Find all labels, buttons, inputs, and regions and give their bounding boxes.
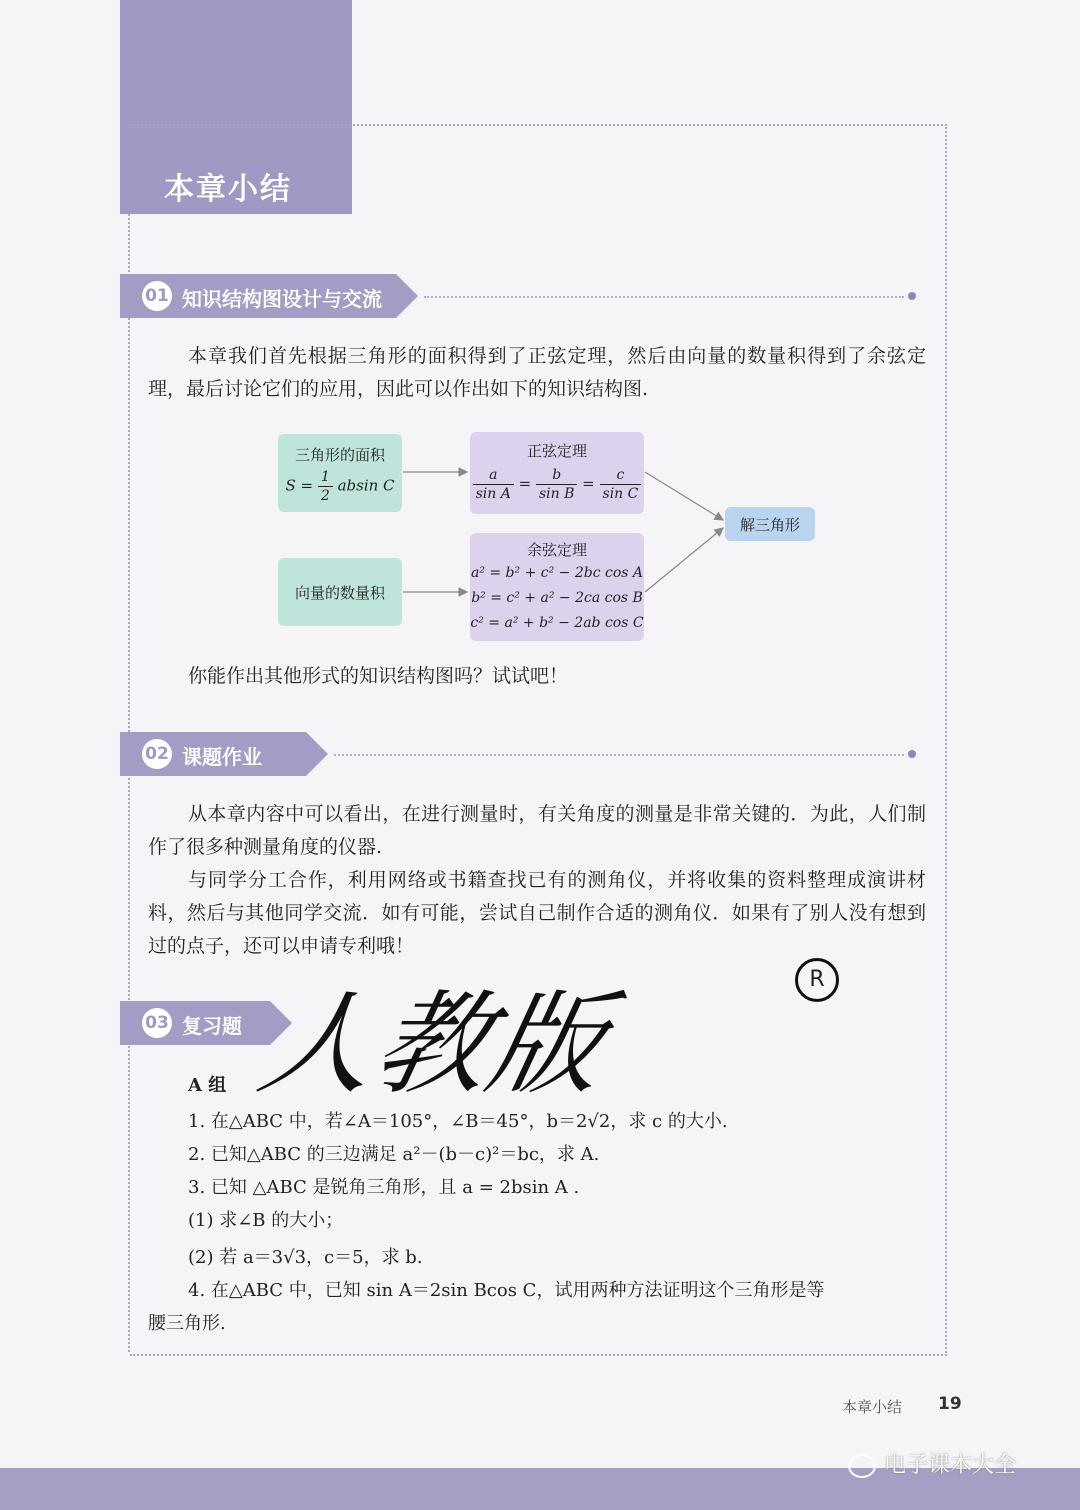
vector-box [278, 558, 402, 626]
cosine-line-1: a² = b² + c² − 2bc cos A [470, 565, 644, 581]
exercise-2: 2. 已知△ABC 的三边满足 a²－(b－c)²＝bc，求 A. [188, 1144, 600, 1165]
wechat-icon [848, 1454, 876, 1478]
content-frame-left-border [128, 214, 130, 1352]
area-box-label: 三角形的面积 [294, 446, 385, 464]
sine-law-box [470, 432, 644, 514]
section-dot [908, 750, 916, 758]
exercise-1: 1. 在△ABC 中，若∠A＝105°，∠B＝45°，b＝2√2，求 c 的大小. [188, 1111, 728, 1132]
vector-box-label: 向量的数量积 [294, 584, 385, 602]
section-dot [908, 292, 916, 300]
section-title: 复习题 [182, 1014, 242, 1038]
question-paragraph: 你能作出其他形式的知识结构图吗？试试吧！ [188, 665, 569, 687]
wechat-watermark [848, 1448, 1016, 1479]
cosine-law-label: 余弦定理 [526, 541, 587, 559]
exercise-4-continued: 腰三角形. [148, 1313, 226, 1334]
solve-triangle-box [725, 507, 815, 541]
solve-triangle-label: 解三角形 [739, 516, 800, 534]
area-formula: S = $\frac{1}{2}$ absin C [285, 469, 395, 504]
section-number: 02 [142, 739, 172, 769]
exercise-3: 3. 已知 △ABC 是锐角三角形，且 a = 2bsin A . [188, 1177, 580, 1198]
intro-paragraph: 本章我们首先根据三角形的面积得到了正弦定理，然后由向量的数量积得到了余弦定理，最后讨论它们的应用，因此可以作出如下的知识结构图. [148, 345, 926, 400]
cosine-line-2: b² = c² + a² − 2ca cos B [471, 590, 643, 606]
chapter-title: 本章小结 [164, 172, 292, 207]
footer-label: 本章小结 [842, 1398, 903, 1416]
section-title: 知识结构图设计与交流 [182, 287, 382, 311]
exercise-3-part-1: (1) 求∠B 的大小； [188, 1210, 344, 1231]
project-paragraph-2: 与同学分工合作，利用网络或书籍查找已有的测角仪，并将收集的资料整理成演讲材料，然后与其他同学交流．如有可能，尝试自己制作合适的测角仪．如果有了别人没有想到过的点子，还可以申请专利哦！ [148, 869, 926, 957]
section-number: 03 [142, 1008, 172, 1038]
section-title: 课题作业 [182, 745, 262, 769]
area-box [278, 434, 402, 512]
group-label: A 组 [188, 1075, 227, 1096]
section-number: 01 [142, 281, 172, 311]
wechat-label: 电子课本大全 [884, 1453, 1017, 1478]
publisher-watermark: 人教版 [249, 980, 619, 1110]
cosine-law-box [470, 533, 644, 641]
exercise-4: 4. 在△ABC 中，已知 sin A＝2sin Bcos C，试用两种方法证明这个三角形是等 [188, 1280, 825, 1301]
sine-law-label: 正弦定理 [526, 442, 587, 460]
registered-mark: R [795, 958, 839, 1002]
knowledge-structure-diagram [275, 430, 825, 645]
sine-law-formula: $\frac{a}{\text{sin A}}$ = $\frac{b}{\text{sin B}}$ = $\frac{c}{\text{sin C}}$ [470, 466, 644, 503]
cosine-line-3: c² = a² + b² − 2ab cos C [470, 615, 644, 631]
page-number: 19 [938, 1394, 962, 1414]
exercise-3-part-2: (2) 若 a＝3√3，c＝5，求 b. [188, 1247, 423, 1268]
project-paragraph-1: 从本章内容中可以看出，在进行测量时，有关角度的测量是非常关键的．为此，人们制作了很多种测量角度的仪器. [148, 803, 926, 858]
